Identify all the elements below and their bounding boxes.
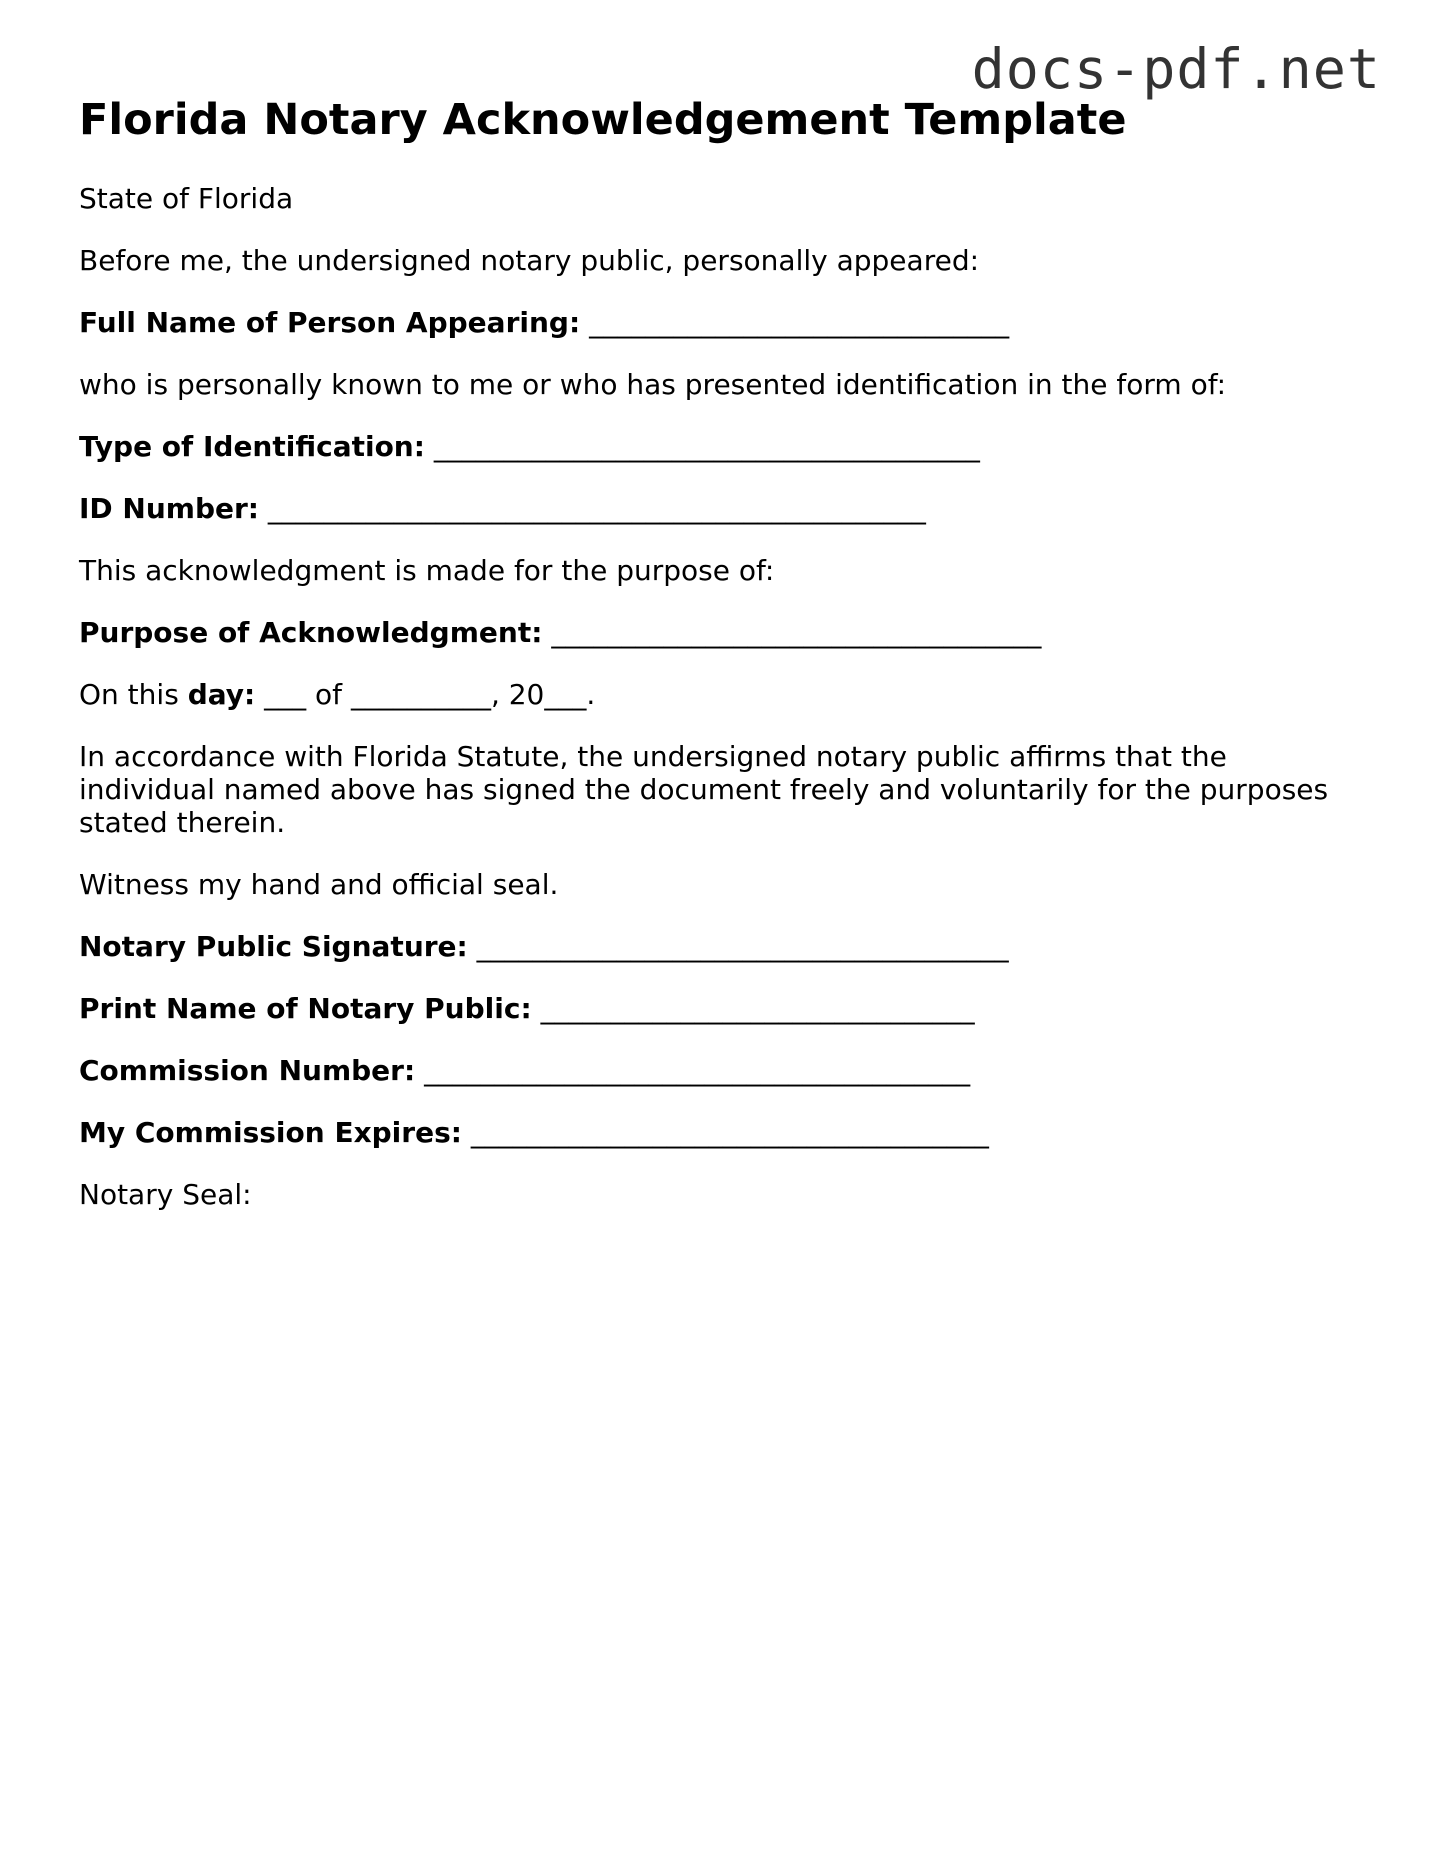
witness-line: Witness my hand and official seal. [79,868,559,901]
date-line [79,678,1369,711]
purpose-label: Purpose of Acknowledgment: [79,616,543,649]
id-type-blank[interactable]: _______________________________________ [433,430,980,463]
id-number-field [79,492,1369,525]
intro-line: Before me, the undersigned notary public, personally appeared: [79,244,980,277]
date-year-blank[interactable]: ___ [544,678,587,711]
commission-number-blank[interactable]: _______________________________________ [424,1054,971,1087]
notary-print-name-label: Print Name of Notary Public: [79,992,532,1025]
statute-paragraph: In accordance with Florida Statute, the undersigned notary public affirms that the individual named above has signed the document freely and voluntarily for the purposes stated therein. [79,740,1329,839]
date-of-text: of [315,678,343,711]
date-day-blank[interactable]: ___ [264,678,307,711]
document-body [79,182,1369,1240]
id-type-field [79,430,1369,463]
state-line: State of Florida [79,182,294,215]
id-type-label: Type of Identification: [79,430,425,463]
id-number-blank[interactable]: _______________________________________________ [267,492,926,525]
date-day-label: day: [187,678,256,711]
site-watermark: docs-pdf.net [971,37,1381,101]
notary-signature-field [79,930,1369,963]
commission-number-label: Commission Number: [79,1054,416,1087]
date-month-blank[interactable]: __________ [350,678,491,711]
notary-print-name-field [79,992,1369,1025]
notary-print-name-blank[interactable]: _______________________________ [540,992,975,1025]
commission-expires-blank[interactable]: _____________________________________ [470,1116,989,1149]
date-year-prefix: , 20 [490,678,545,711]
document-title: Florida Notary Acknowledgement Template [79,95,1127,145]
notary-seal-label: Notary Seal: [79,1178,252,1211]
purpose-intro-line: This acknowledgment is made for the purpose of: [79,554,775,587]
commission-expires-field [79,1116,1369,1149]
purpose-blank[interactable]: ___________________________________ [551,616,1042,649]
id-number-label: ID Number: [79,492,259,525]
notary-signature-blank[interactable]: ______________________________________ [476,930,1009,963]
purpose-field [79,616,1369,649]
full-name-blank[interactable]: ______________________________ [589,306,1010,339]
commission-number-field [79,1054,1369,1087]
date-prefix: On this [79,678,179,711]
commission-expires-label: My Commission Expires: [79,1116,462,1149]
full-name-field [79,306,1369,339]
full-name-label: Full Name of Person Appearing: [79,306,581,339]
notary-signature-label: Notary Public Signature: [79,930,468,963]
identification-line: who is personally known to me or who has presented identification in the form of: [79,368,1227,401]
date-end: . [586,678,596,711]
